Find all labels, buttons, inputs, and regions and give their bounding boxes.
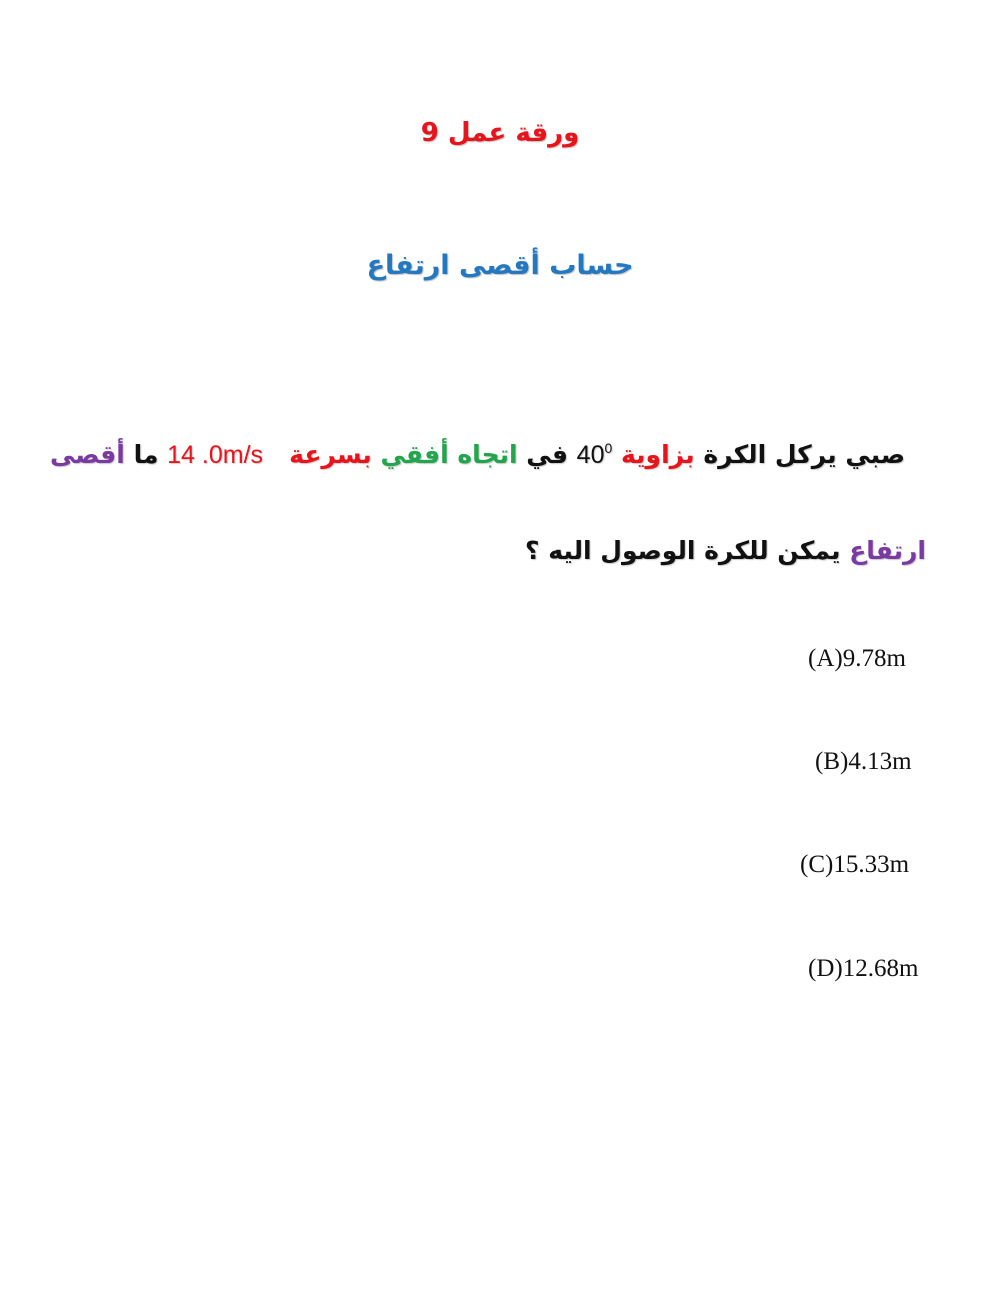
- question-word-maximum: أقصى: [49, 440, 125, 469]
- question-phrase-direction: اتجاه أفقي: [380, 440, 518, 469]
- question-line-2: [525, 536, 926, 565]
- worksheet-subtitle: حساب أقصى ارتفاع: [366, 250, 634, 281]
- answer-option-d[interactable]: (D)12.68m: [808, 955, 919, 982]
- answer-option-c[interactable]: (C)15.33m: [800, 851, 910, 878]
- question-word-height: ارتفاع: [849, 536, 926, 565]
- angle-number: 40: [576, 441, 605, 469]
- question-angle-value: [577, 441, 613, 469]
- question-word-what: ما: [133, 440, 159, 469]
- question-line-1: [50, 440, 905, 470]
- worksheet-title: ورقة عمل 9: [420, 118, 580, 148]
- question-phrase-end: يمكن للكرة الوصول اليه ؟: [525, 536, 841, 565]
- answer-option-b[interactable]: (B)4.13m: [815, 748, 912, 775]
- degree-mark: 0: [604, 440, 613, 456]
- question-word-angle: بزاوية: [621, 440, 695, 469]
- question-word-speed: بسرعة: [289, 440, 372, 469]
- question-speed-value: 14 .0m/s: [167, 441, 264, 469]
- answer-option-a[interactable]: (A)9.78m: [808, 645, 906, 672]
- question-phrase-subject: صبي يركل الكرة: [703, 440, 905, 469]
- question-word-in: في: [526, 440, 568, 469]
